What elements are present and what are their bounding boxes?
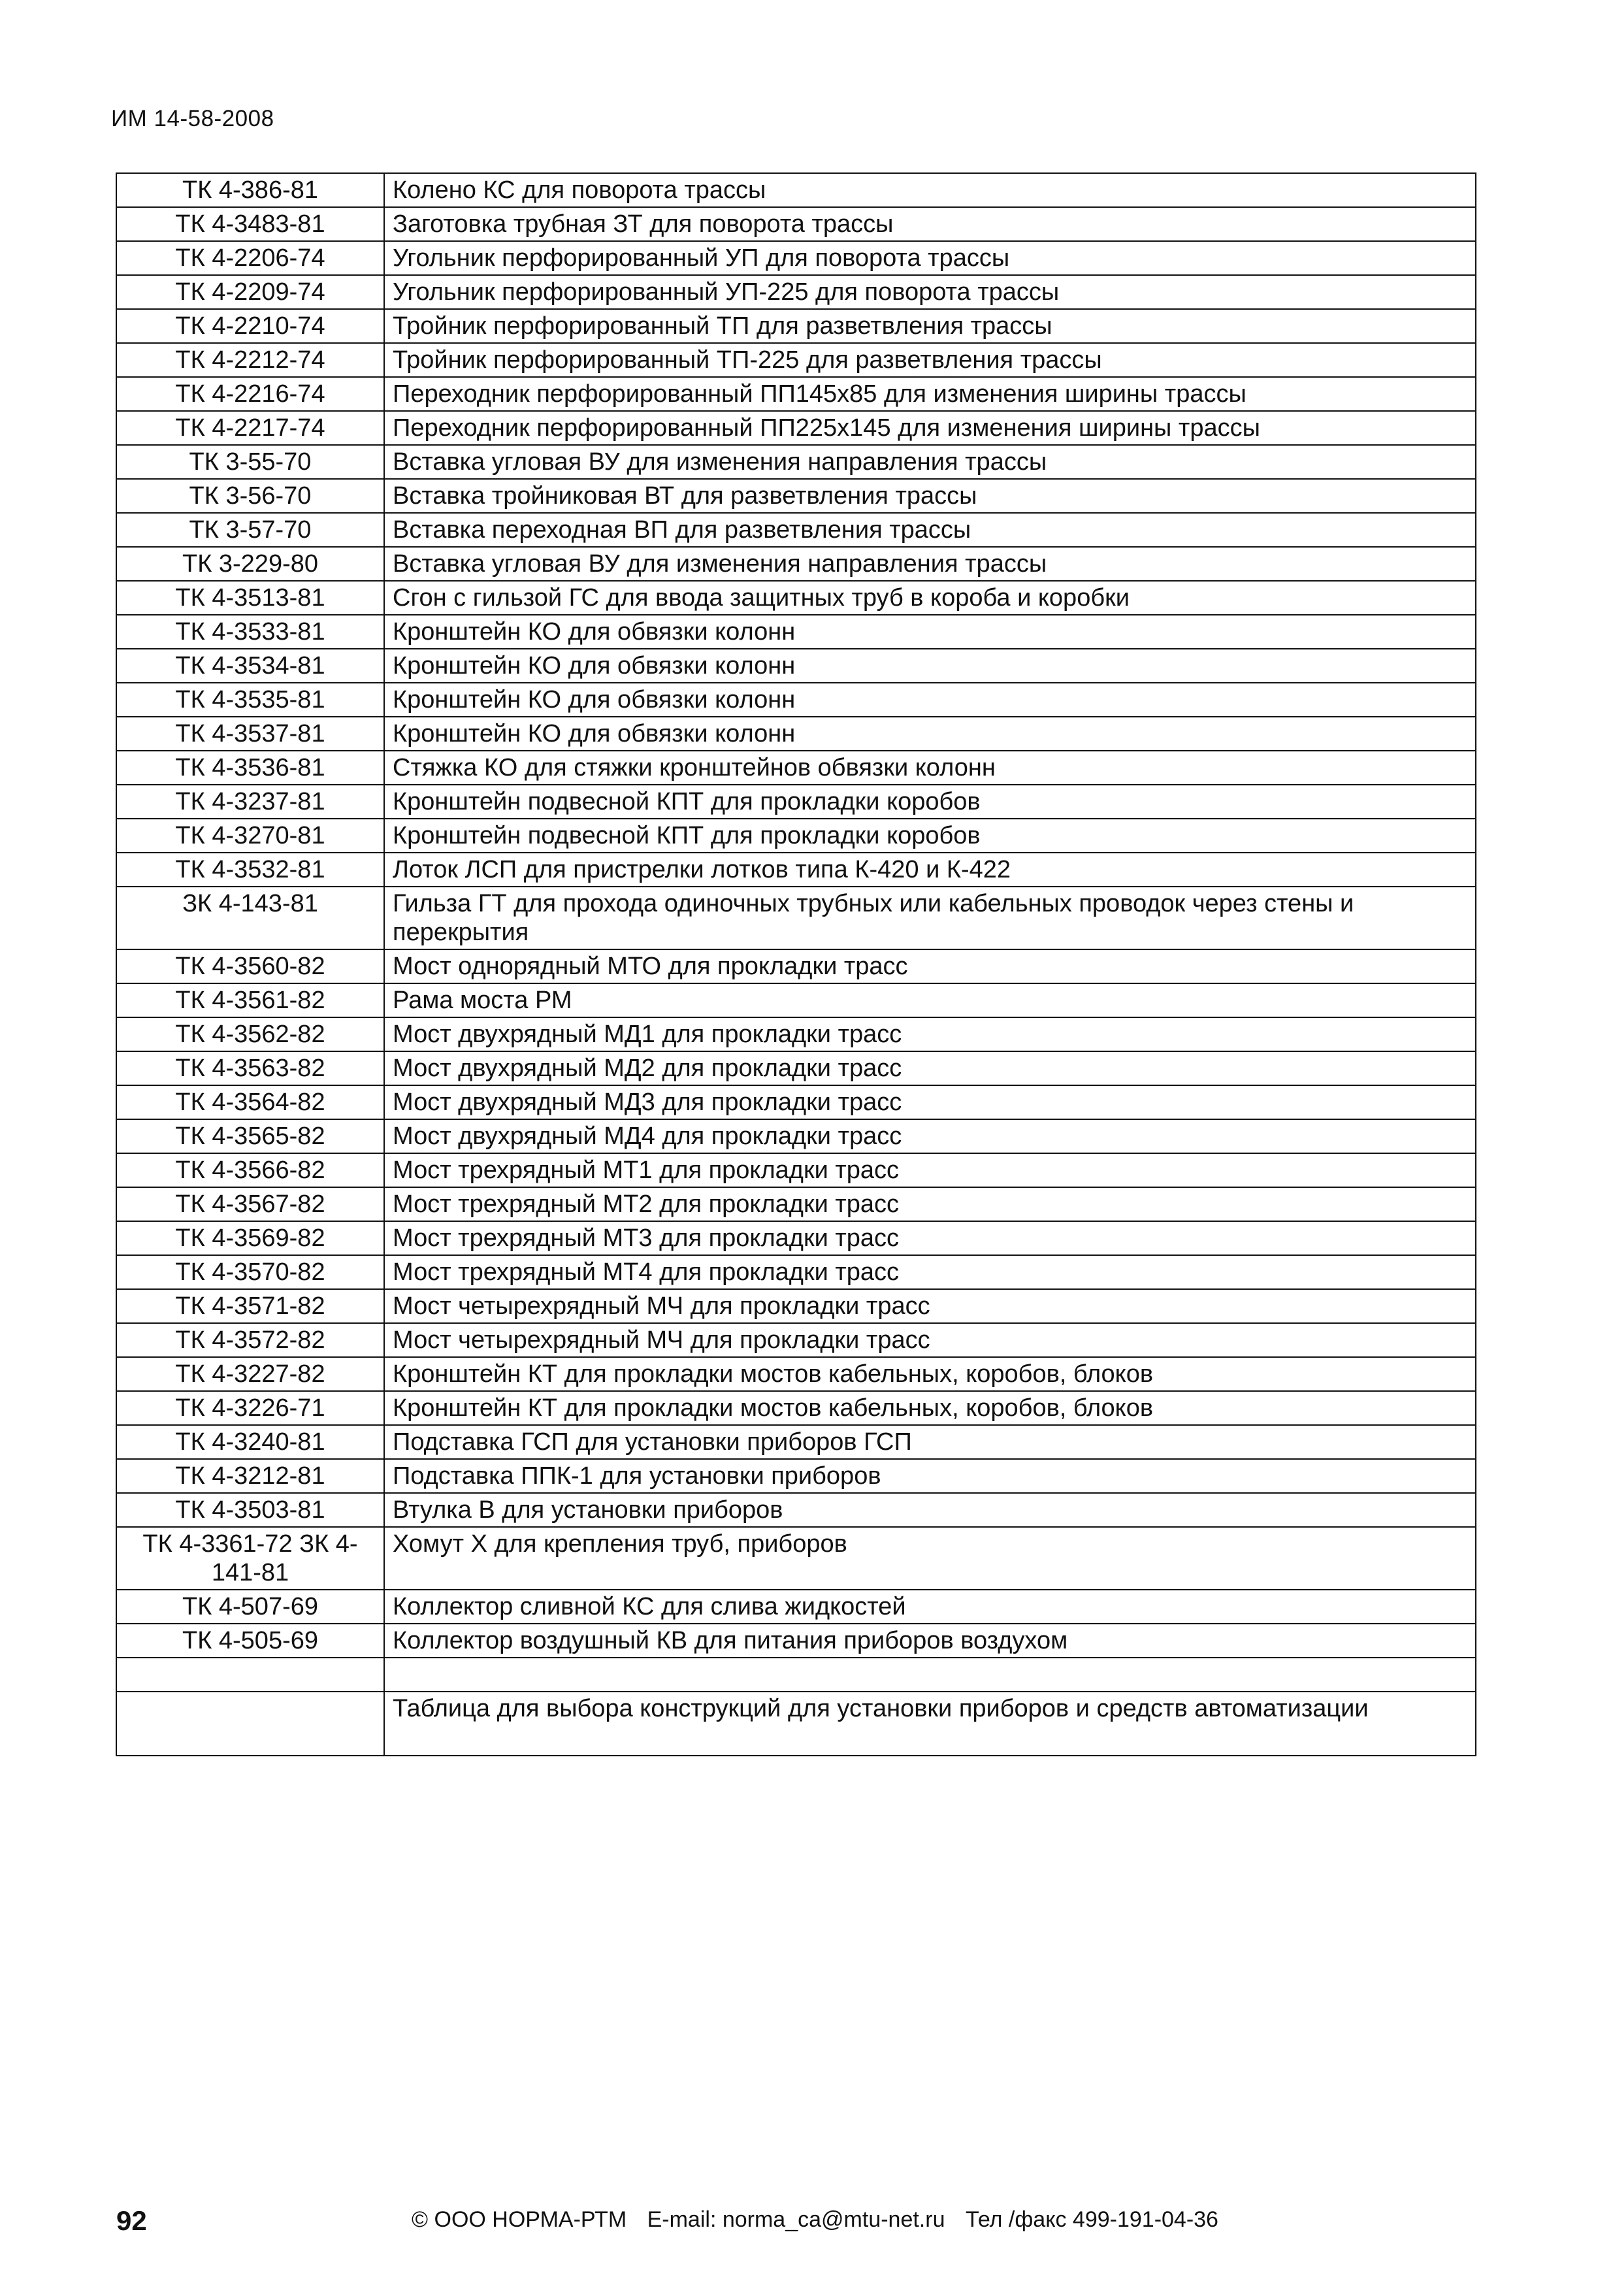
code-cell: ТК 4-3535-81: [116, 683, 384, 717]
description-cell: Мост трехрядный МТ1 для прокладки трасс: [384, 1153, 1476, 1187]
code-cell: ТК 4-3562-82: [116, 1017, 384, 1051]
footer-publisher: [412, 2207, 1233, 2233]
code-cell: ТК 4-2210-74: [116, 309, 384, 343]
code-cell: ТК 4-505-69: [116, 1624, 384, 1658]
table-row: [116, 445, 1476, 479]
code-cell: ЗК 4-143-81: [116, 887, 384, 949]
code-cell: [116, 1658, 384, 1692]
description-cell: Подставка ППК-1 для установки приборов: [384, 1459, 1476, 1493]
table-row: [116, 983, 1476, 1017]
table-row: [116, 207, 1476, 241]
code-cell: ТК 4-3240-81: [116, 1425, 384, 1459]
table-row: [116, 1085, 1476, 1119]
code-cell: ТК 4-3483-81: [116, 207, 384, 241]
code-cell: ТК 4-3361-72 ЗК 4-141-81: [116, 1527, 384, 1590]
code-cell: ТК 4-3561-82: [116, 983, 384, 1017]
description-cell: Гильза ГТ для прохода одиночных трубных или кабельных проводок через стены и перекрытия: [384, 887, 1476, 949]
code-cell: ТК 4-3571-82: [116, 1289, 384, 1323]
description-cell: Угольник перфорированный УП-225 для поворота трассы: [384, 275, 1476, 309]
description-cell: Кронштейн КО для обвязки колонн: [384, 649, 1476, 683]
description-cell: Рама моста РМ: [384, 983, 1476, 1017]
code-cell: ТК 4-3567-82: [116, 1187, 384, 1221]
table-row: [116, 1391, 1476, 1425]
description-cell: Кронштейн подвесной КПТ для прокладки коробов: [384, 819, 1476, 853]
table-row: [116, 649, 1476, 683]
description-cell: Кронштейн КО для обвязки колонн: [384, 683, 1476, 717]
description-cell: Лоток ЛСП для пристрелки лотков типа К-420 и К-422: [384, 853, 1476, 887]
table-row: [116, 377, 1476, 411]
description-cell: Коллектор воздушный КВ для питания приборов воздухом: [384, 1624, 1476, 1658]
document-code: ИМ 14-58-2008: [111, 106, 274, 131]
table-row: [116, 1425, 1476, 1459]
description-cell: Стяжка КО для стяжки кронштейнов обвязки колонн: [384, 751, 1476, 785]
code-cell: ТК 3-57-70: [116, 513, 384, 547]
copyright: © ООО НОРМА-РТМ: [412, 2207, 627, 2232]
description-cell: Колено КС для поворота трассы: [384, 173, 1476, 207]
code-cell: ТК 4-2216-74: [116, 377, 384, 411]
code-cell: ТК 4-3533-81: [116, 615, 384, 649]
code-cell: ТК 4-3537-81: [116, 717, 384, 751]
table-row: [116, 949, 1476, 983]
table-row: [116, 1357, 1476, 1391]
code-cell: ТК 4-3565-82: [116, 1119, 384, 1153]
code-cell: ТК 3-229-80: [116, 547, 384, 581]
table-row: [116, 547, 1476, 581]
table-row: [116, 1590, 1476, 1624]
table-row: [116, 1624, 1476, 1658]
description-cell: Заготовка трубная ЗТ для поворота трассы: [384, 207, 1476, 241]
description-cell: Сгон с гильзой ГС для ввода защитных труб в короба и коробки: [384, 581, 1476, 615]
table-row: [116, 1323, 1476, 1357]
description-cell: Вставка переходная ВП для разветвления трассы: [384, 513, 1476, 547]
description-cell: Вставка тройниковая ВТ для разветвления трассы: [384, 479, 1476, 513]
code-cell: ТК 4-2209-74: [116, 275, 384, 309]
code-cell: ТК 3-56-70: [116, 479, 384, 513]
code-cell: ТК 3-55-70: [116, 445, 384, 479]
email: E-mail: norma_ca@mtu-net.ru: [647, 2207, 945, 2232]
description-cell: Кронштейн КО для обвязки колонн: [384, 717, 1476, 751]
table-row: [116, 1153, 1476, 1187]
table-row: [116, 581, 1476, 615]
code-cell: ТК 4-2212-74: [116, 343, 384, 377]
table-row: [116, 411, 1476, 445]
description-cell: Мост двухрядный МД4 для прокладки трасс: [384, 1119, 1476, 1153]
table-row: [116, 615, 1476, 649]
description-cell: Мост двухрядный МД3 для прокладки трасс: [384, 1085, 1476, 1119]
table-row: [116, 479, 1476, 513]
table-row: [116, 1017, 1476, 1051]
code-cell: ТК 4-3566-82: [116, 1153, 384, 1187]
description-cell: Вставка угловая ВУ для изменения направления трассы: [384, 547, 1476, 581]
table-row: [116, 785, 1476, 819]
description-cell: Подставка ГСП для установки приборов ГСП: [384, 1425, 1476, 1459]
page-number: 92: [116, 2205, 147, 2236]
table-row: [116, 1289, 1476, 1323]
code-cell: ТК 4-3534-81: [116, 649, 384, 683]
code-cell: ТК 4-386-81: [116, 173, 384, 207]
table-row: [116, 1658, 1476, 1692]
description-cell: Переходник перфорированный ПП145х85 для изменения ширины трассы: [384, 377, 1476, 411]
table-row: [116, 343, 1476, 377]
table-row: [116, 1051, 1476, 1085]
code-cell: ТК 4-3572-82: [116, 1323, 384, 1357]
table-row: [116, 241, 1476, 275]
code-cell: ТК 4-3563-82: [116, 1051, 384, 1085]
code-cell: ТК 4-2217-74: [116, 411, 384, 445]
description-cell: [384, 1658, 1476, 1692]
description-cell: Коллектор сливной КС для слива жидкостей: [384, 1590, 1476, 1624]
code-cell: ТК 4-3570-82: [116, 1255, 384, 1289]
description-cell: Втулка В для установки приборов: [384, 1493, 1476, 1527]
description-cell: Угольник перфорированный УП для поворота трассы: [384, 241, 1476, 275]
description-cell: Мост трехрядный МТ3 для прокладки трасс: [384, 1221, 1476, 1255]
code-cell: ТК 4-3237-81: [116, 785, 384, 819]
table-row: [116, 1527, 1476, 1590]
description-cell: Мост трехрядный МТ4 для прокладки трасс: [384, 1255, 1476, 1289]
table-row: [116, 1692, 1476, 1756]
description-cell: Переходник перфорированный ПП225х145 для изменения ширины трассы: [384, 411, 1476, 445]
description-cell: Мост двухрядный МД2 для прокладки трасс: [384, 1051, 1476, 1085]
code-cell: ТК 4-3564-82: [116, 1085, 384, 1119]
code-cell: ТК 4-2206-74: [116, 241, 384, 275]
table-row: [116, 683, 1476, 717]
description-cell: Тройник перфорированный ТП-225 для разветвления трассы: [384, 343, 1476, 377]
code-cell: ТК 4-507-69: [116, 1590, 384, 1624]
description-cell: Мост двухрядный МД1 для прокладки трасс: [384, 1017, 1476, 1051]
description-cell: Кронштейн КТ для прокладки мостов кабельных, коробов, блоков: [384, 1391, 1476, 1425]
description-cell: Кронштейн КТ для прокладки мостов кабельных, коробов, блоков: [384, 1357, 1476, 1391]
description-cell: Тройник перфорированный ТП для разветвления трассы: [384, 309, 1476, 343]
table-row: [116, 1493, 1476, 1527]
code-cell: ТК 4-3270-81: [116, 819, 384, 853]
table-row: [116, 1119, 1476, 1153]
code-cell: ТК 4-3560-82: [116, 949, 384, 983]
description-cell: Вставка угловая ВУ для изменения направления трассы: [384, 445, 1476, 479]
code-cell: ТК 4-3227-82: [116, 1357, 384, 1391]
phone: Тел /факс 499-191-04-36: [965, 2207, 1218, 2232]
table-row: [116, 1459, 1476, 1493]
constructions-table: [116, 172, 1476, 1756]
description-cell: Кронштейн КО для обвязки колонн: [384, 615, 1476, 649]
table-row: [116, 751, 1476, 785]
table-row: [116, 819, 1476, 853]
table-row: [116, 275, 1476, 309]
description-cell: Мост четырехрядный МЧ для прокладки трасс: [384, 1289, 1476, 1323]
table-row: [116, 513, 1476, 547]
description-cell: Мост однорядный МТО для прокладки трасс: [384, 949, 1476, 983]
table-body: [116, 173, 1476, 1756]
code-cell: ТК 4-3532-81: [116, 853, 384, 887]
description-cell: Мост четырехрядный МЧ для прокладки трасс: [384, 1323, 1476, 1357]
description-cell: Хомут Х для крепления труб, приборов: [384, 1527, 1476, 1590]
table-row: [116, 173, 1476, 207]
table-row: [116, 853, 1476, 887]
description-cell: Кронштейн подвесной КПТ для прокладки коробов: [384, 785, 1476, 819]
code-cell: ТК 4-3212-81: [116, 1459, 384, 1493]
table-row: [116, 1255, 1476, 1289]
table-row: [116, 1221, 1476, 1255]
code-cell: ТК 4-3503-81: [116, 1493, 384, 1527]
description-cell: Мост трехрядный МТ2 для прокладки трасс: [384, 1187, 1476, 1221]
table-row: [116, 309, 1476, 343]
code-cell: ТК 4-3569-82: [116, 1221, 384, 1255]
code-cell: [116, 1692, 384, 1756]
table-row: [116, 717, 1476, 751]
code-cell: ТК 4-3536-81: [116, 751, 384, 785]
description-cell: Таблица для выбора конструкций для установки приборов и средств автоматизации: [384, 1692, 1476, 1756]
table-row: [116, 887, 1476, 949]
table-row: [116, 1187, 1476, 1221]
code-cell: ТК 4-3513-81: [116, 581, 384, 615]
code-cell: ТК 4-3226-71: [116, 1391, 384, 1425]
